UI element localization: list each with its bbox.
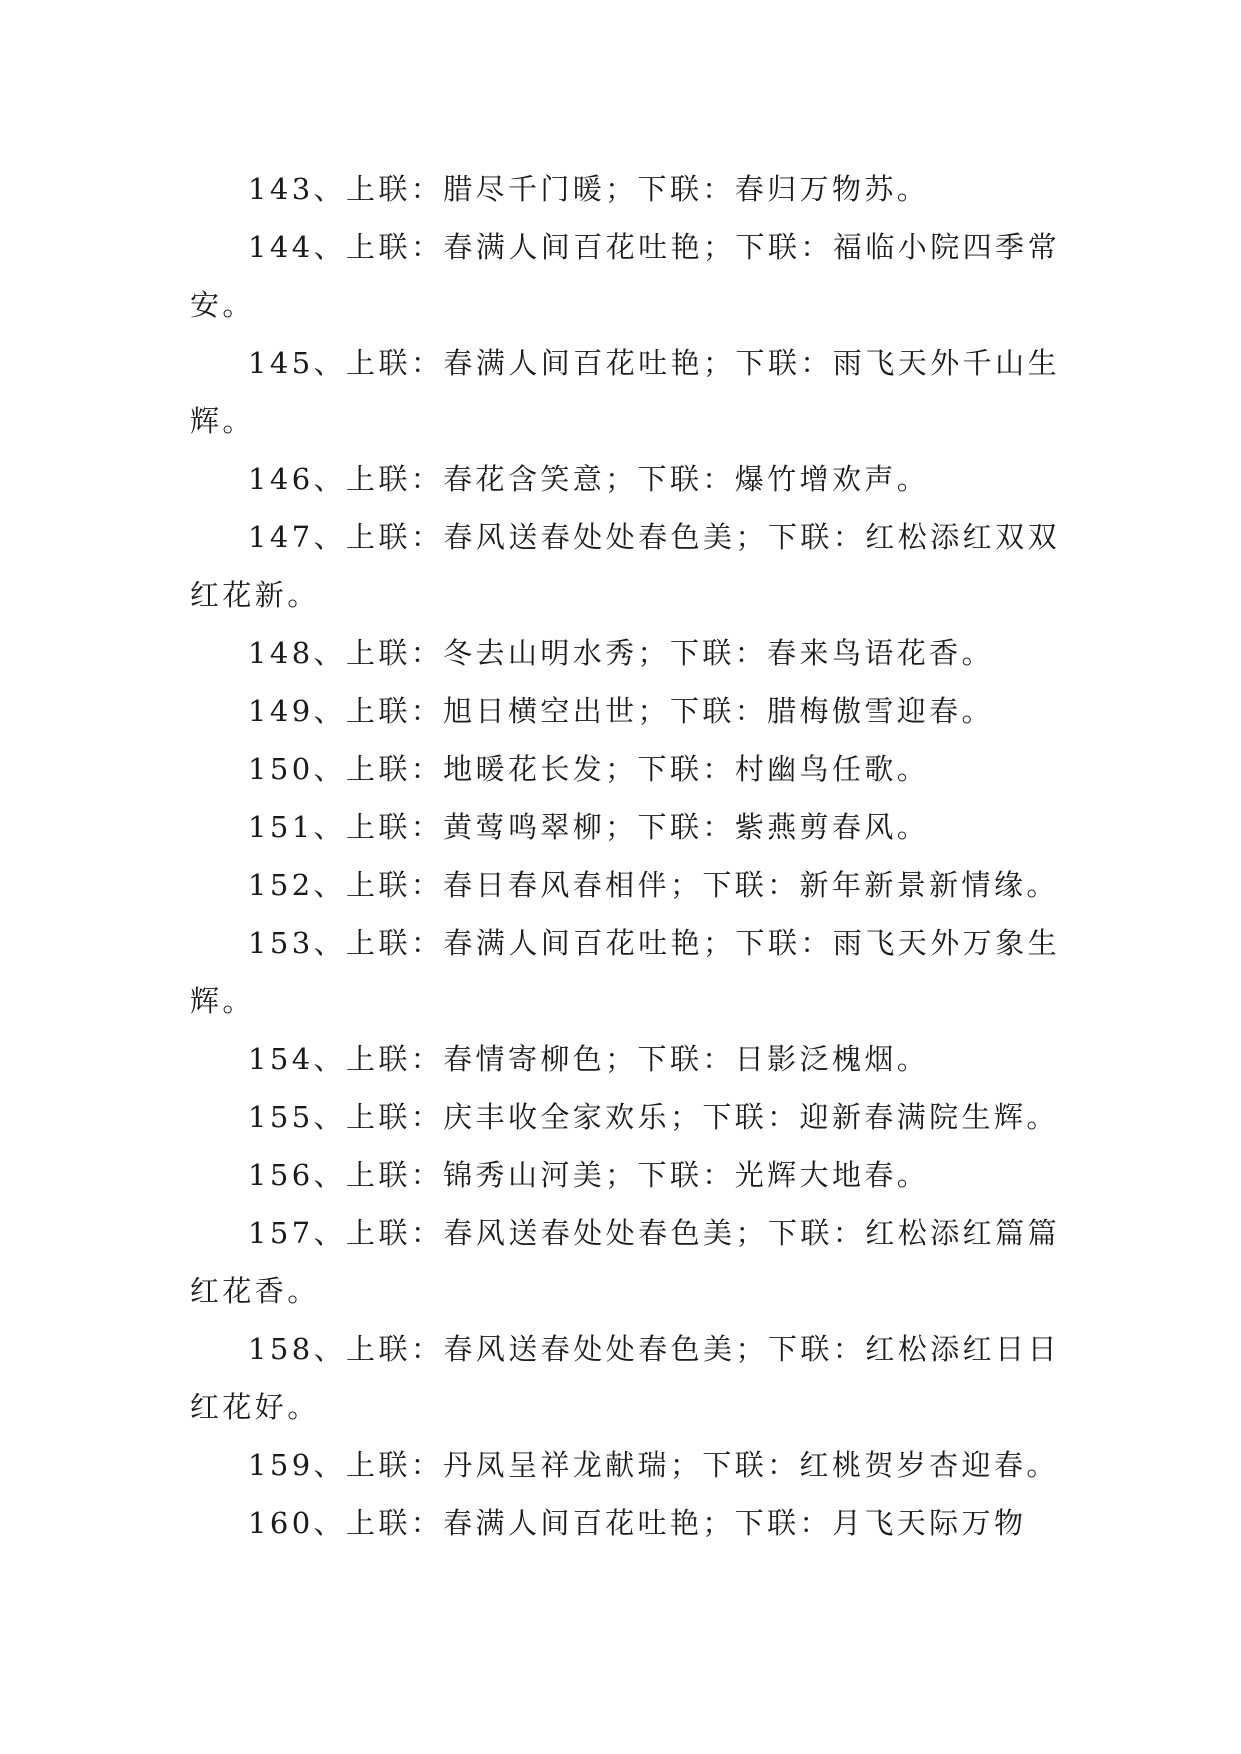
couplet-paragraph: 147、上联：春风送春处处春色美；下联：红松添红双双红花新。 bbox=[190, 520, 1060, 612]
couplet-paragraph: 143、上联：腊尽千门暖；下联：春归万物苏。 bbox=[248, 172, 930, 206]
couplet-paragraph: 151、上联：黄莺鸣翠柳；下联：紫燕剪春风。 bbox=[248, 810, 930, 844]
couplet-paragraph: 146、上联：春花含笑意；下联：爆竹增欢声。 bbox=[248, 462, 930, 496]
couplet-paragraph: 144、上联：春满人间百花吐艳；下联：福临小院四季常安。 bbox=[190, 230, 1060, 322]
couplet-paragraph: 152、上联：春日春风春相伴；下联：新年新景新情缘。 bbox=[248, 868, 1059, 902]
couplet-paragraph: 150、上联：地暖花长发；下联：村幽鸟任歌。 bbox=[248, 752, 930, 786]
couplet-paragraph: 160、上联：春满人间百花吐艳；下联：月飞天际万物 bbox=[248, 1506, 1027, 1540]
couplet-paragraph: 149、上联：旭日横空出世；下联：腊梅傲雪迎春。 bbox=[248, 694, 994, 728]
couplet-paragraph: 156、上联：锦秀山河美；下联：光辉大地春。 bbox=[248, 1158, 930, 1192]
couplet-paragraph: 145、上联：春满人间百花吐艳；下联：雨飞天外千山生辉。 bbox=[190, 346, 1060, 438]
couplet-paragraph: 148、上联：冬去山明水秀；下联：春来鸟语花香。 bbox=[248, 636, 994, 670]
couplet-paragraph: 159、上联：丹凤呈祥龙献瑞；下联：红桃贺岁杏迎春。 bbox=[248, 1448, 1059, 1482]
couplet-list bbox=[190, 160, 1060, 1552]
couplet-paragraph: 157、上联：春风送春处处春色美；下联：红松添红篇篇红花香。 bbox=[190, 1216, 1060, 1308]
couplet-paragraph: 155、上联：庆丰收全家欢乐；下联：迎新春满院生辉。 bbox=[248, 1100, 1059, 1134]
couplet-paragraph: 158、上联：春风送春处处春色美；下联：红松添红日日红花好。 bbox=[190, 1332, 1060, 1424]
couplet-paragraph: 154、上联：春情寄柳色；下联：日影泛槐烟。 bbox=[248, 1042, 930, 1076]
couplet-paragraph: 153、上联：春满人间百花吐艳；下联：雨飞天外万象生辉。 bbox=[190, 926, 1060, 1018]
